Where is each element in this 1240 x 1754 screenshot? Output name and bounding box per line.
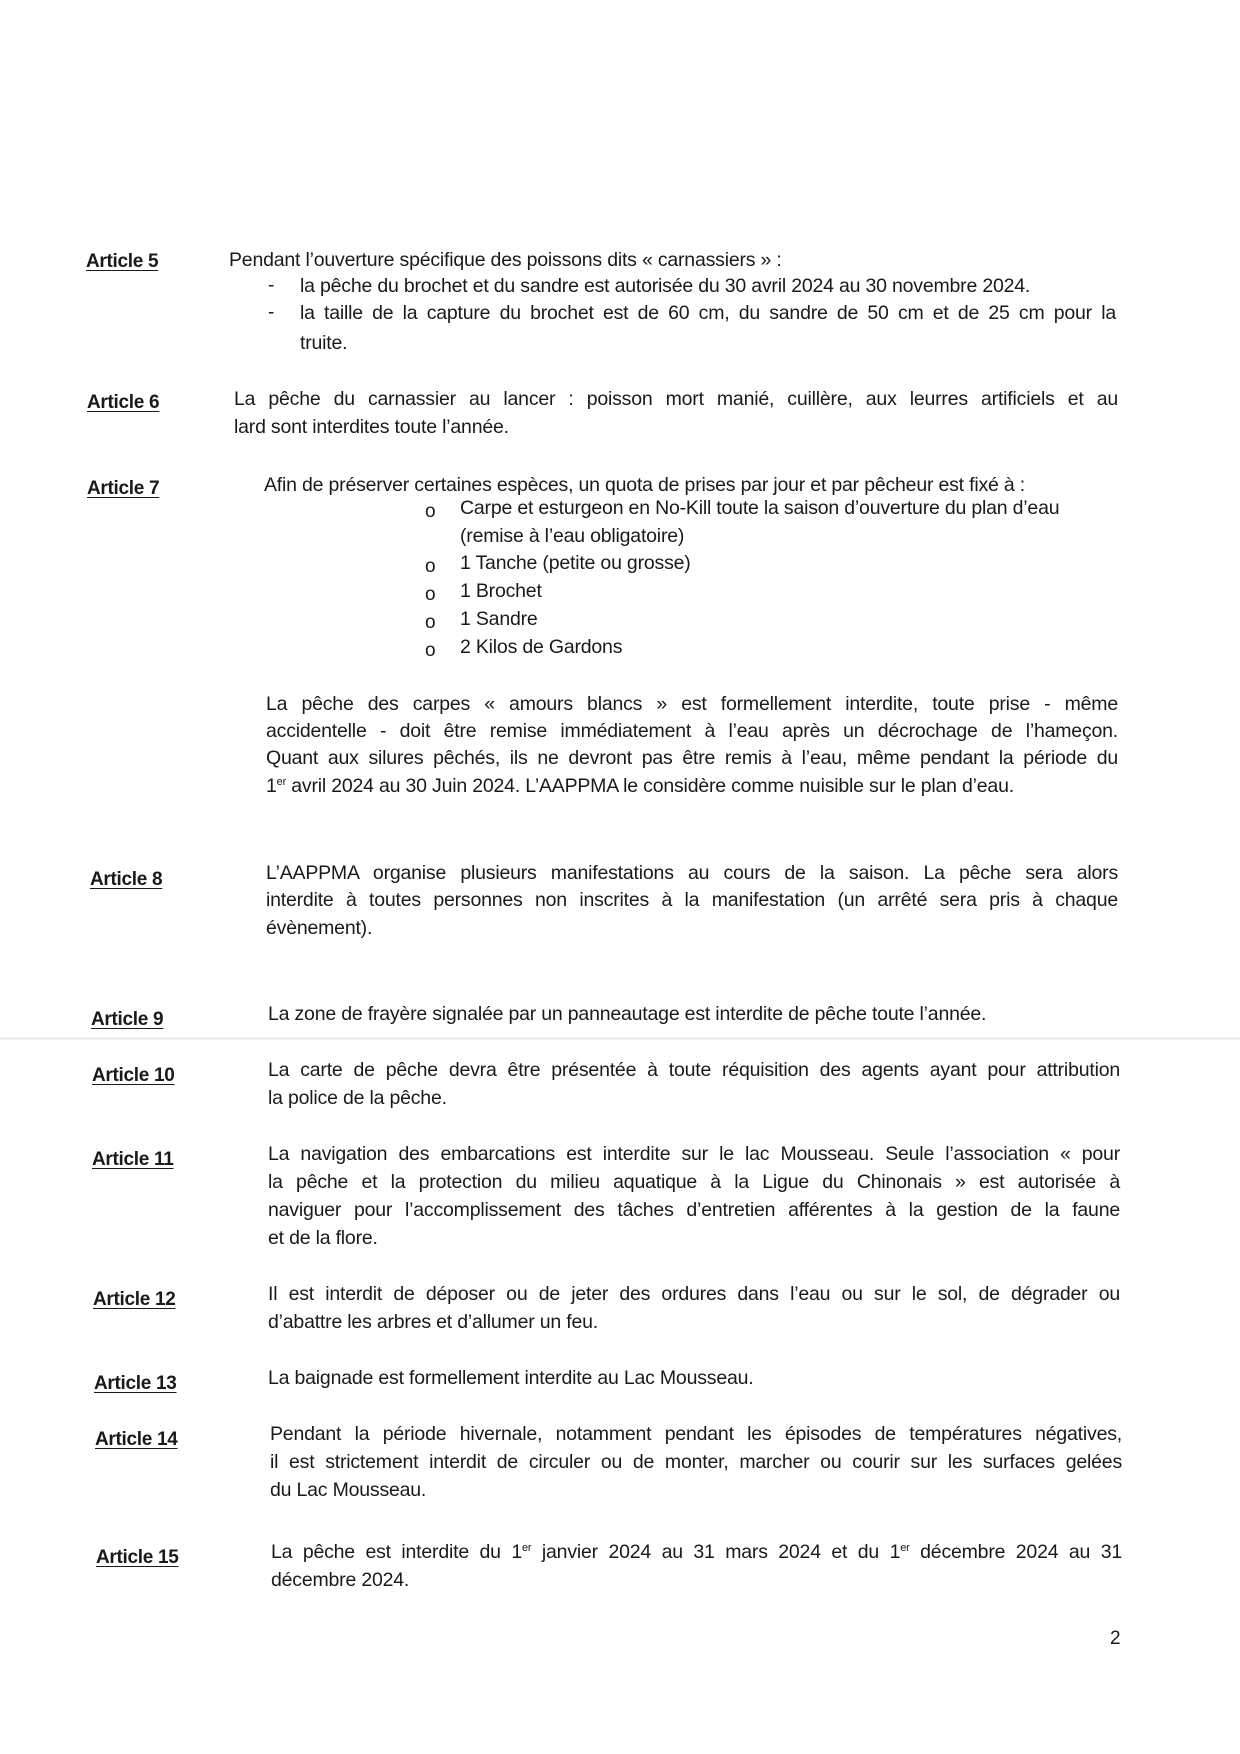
article-label: Article 9: [91, 1009, 164, 1030]
article-text: il est strictement interdit de circuler ou de monter, marcher ou courir sur les surfaces gelées: [270, 1451, 1122, 1473]
list-item: la pêche du brochet et du sandre est autorisée du 30 avril 2024 au 30 novembre 2024.: [300, 275, 1031, 297]
article-text: La zone de frayère signalée par un panneautage est interdite de pêche toute l’année.: [268, 1003, 987, 1025]
dash-bullet-icon: -: [268, 275, 275, 296]
page-number: 2: [1110, 1628, 1121, 1649]
article-label: Article 13: [94, 1373, 177, 1394]
article-text: La navigation des embarcations est interdite sur le lac Mousseau. Seule l’association « pour: [268, 1143, 1120, 1165]
article-text: La baignade est formellement interdite au Lac Mousseau.: [268, 1367, 754, 1389]
circle-bullet-icon: o: [425, 556, 436, 577]
article-label: Article 15: [96, 1547, 179, 1568]
article-text: La pêche du carnassier au lancer : poisson mort manié, cuillère, aux leurres artificiels et au: [234, 388, 1118, 410]
article-label: Article 11: [92, 1149, 174, 1170]
article-label: Article 5: [86, 251, 159, 272]
article-text: évènement).: [266, 917, 373, 939]
circle-bullet-icon: o: [425, 640, 436, 661]
list-item: Carpe et esturgeon en No-Kill toute la saison d’ouverture du plan d’eau: [460, 497, 1060, 519]
article-text: la police de la pêche.: [268, 1087, 447, 1109]
article-text: la pêche et la protection du milieu aquatique à la Ligue du Chinonais » est autorisée à: [268, 1171, 1120, 1193]
list-item: 1 Sandre: [460, 608, 538, 630]
article-paragraph: Quant aux silures pêchés, ils ne devront pas être remis à l’eau, même pendant la période du: [266, 747, 1118, 769]
article-text: naviguer pour l’accomplissement des tâches d’entretien afférentes à la gestion de la faune: [268, 1199, 1120, 1221]
article-paragraph: accidentelle - doit être remise immédiatement à l’eau après un décrochage de l’hameçon.: [266, 720, 1118, 742]
circle-bullet-icon: o: [425, 584, 436, 605]
dash-bullet-icon: -: [268, 302, 275, 323]
scan-artifact-line: [0, 1037, 1240, 1040]
article-text: [271, 1541, 1122, 1564]
superscript: er: [900, 1542, 910, 1554]
list-item: 2 Kilos de Gardons: [460, 636, 623, 658]
circle-bullet-icon: o: [425, 501, 436, 522]
article-label: Article 14: [95, 1429, 178, 1450]
article-text: Pendant la période hivernale, notamment pendant les épisodes de températures négatives,: [270, 1423, 1122, 1445]
article-text: L’AAPPMA organise plusieurs manifestations au cours de la saison. La pêche sera alors: [266, 862, 1118, 884]
list-item-continuation: (remise à l’eau obligatoire): [460, 525, 685, 547]
article-text: Il est interdit de déposer ou de jeter des ordures dans l’eau ou sur le sol, de dégrader ou: [268, 1283, 1120, 1305]
article-intro: Afin de préserver certaines espèces, un quota de prises par jour et par pêcheur est fixé à :: [264, 474, 1025, 496]
list-item: 1 Tanche (petite ou grosse): [460, 552, 691, 574]
article-text: La carte de pêche devra être présentée à toute réquisition des agents ayant pour attribution: [268, 1059, 1120, 1081]
article-text: d’abattre les arbres et d’allumer un feu.: [268, 1311, 598, 1333]
article-label: Article 7: [87, 478, 160, 499]
article-text: lard sont interdites toute l’année.: [234, 416, 509, 438]
article-label: Article 8: [90, 869, 163, 890]
text-run: La pêche est interdite du 1: [271, 1541, 522, 1563]
list-item-continuation: truite.: [300, 332, 348, 354]
article-text: et de la flore.: [268, 1227, 378, 1249]
text-run: 1: [266, 775, 277, 797]
article-label: Article 12: [93, 1289, 176, 1310]
text-run: avril 2024 au 30 Juin 2024. L’AAPPMA le considère comme nuisible sur le plan d’eau.: [286, 775, 1014, 797]
article-paragraph: La pêche des carpes « amours blancs » est formellement interdite, toute prise - même: [266, 693, 1118, 715]
superscript: er: [521, 1542, 532, 1554]
article-label: Article 10: [92, 1065, 175, 1086]
list-item: 1 Brochet: [460, 580, 542, 602]
text-run: janvier 2024 au 31 mars 2024 et du 1: [531, 1541, 901, 1563]
article-text: du Lac Mousseau.: [270, 1479, 427, 1501]
list-item: la taille de la capture du brochet est de 60 cm, du sandre de 50 cm et de 25 cm pour la: [300, 302, 1116, 324]
article-text: décembre 2024.: [271, 1569, 410, 1591]
article-intro: Pendant l’ouverture spécifique des poissons dits « carnassiers » :: [229, 249, 782, 271]
text-run: décembre 2024 au 31: [909, 1541, 1123, 1563]
superscript: er: [276, 776, 287, 788]
article-text: interdite à toutes personnes non inscrites à la manifestation (un arrêté sera pris à chaque: [266, 889, 1118, 911]
article-label: Article 6: [87, 392, 160, 413]
article-paragraph: [266, 775, 1014, 798]
circle-bullet-icon: o: [425, 612, 436, 633]
